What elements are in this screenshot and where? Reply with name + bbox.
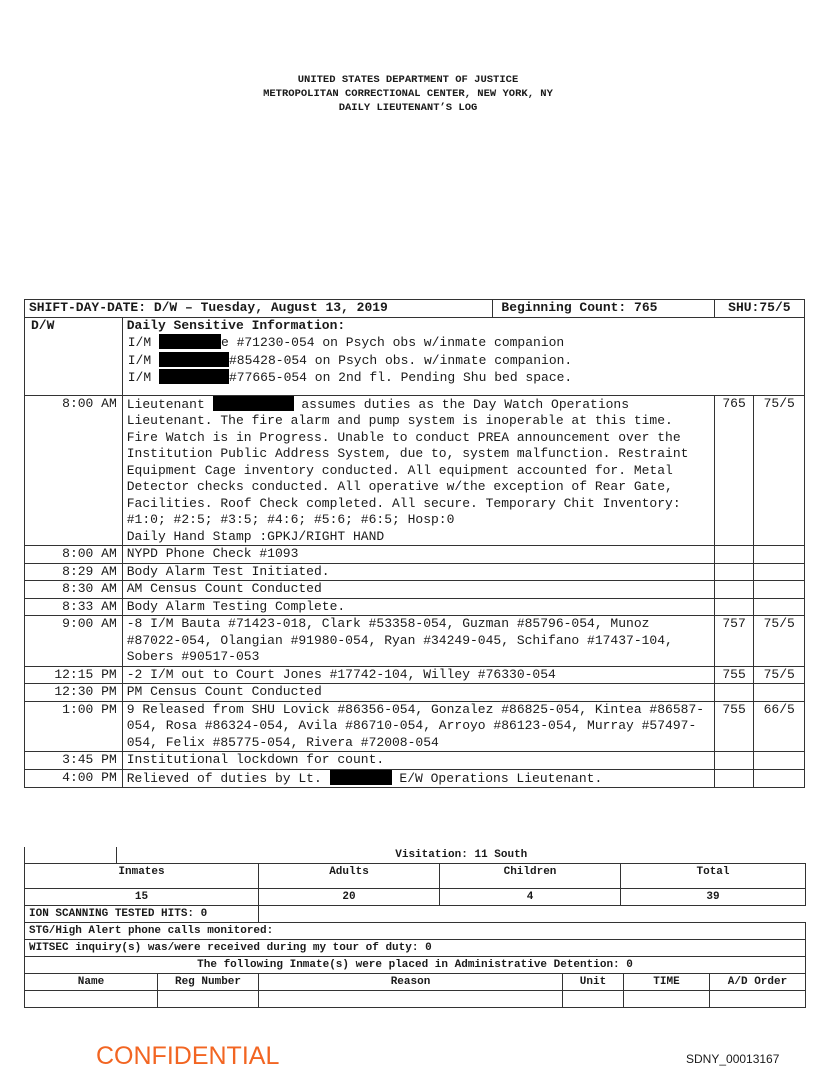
entry-count: 755 xyxy=(714,701,754,752)
beginning-count: Beginning Count: 765 xyxy=(493,300,714,318)
shift-day-date: SHIFT-DAY-DATE: D/W – Tuesday, August 13, 2019 xyxy=(25,300,493,318)
entry-shu xyxy=(754,752,805,770)
redaction xyxy=(159,334,221,349)
entry-text: -2 I/M out to Court Jones #17742-104, Willey #76330-054 xyxy=(122,666,714,684)
log-entry-row xyxy=(25,701,805,752)
entry-shu: 75/5 xyxy=(754,395,805,546)
sensitive-line: I/M e #71230-054 on Psych obs w/inmate companion xyxy=(127,335,565,350)
entry-count xyxy=(714,546,754,564)
entry-count: 765 xyxy=(714,395,754,546)
entry-count: 757 xyxy=(714,616,754,667)
sensitive-info-row xyxy=(25,317,805,395)
sensitive-line: I/M #85428-054 on Psych obs. w/inmate companion. xyxy=(127,352,573,368)
entry-time: 12:30 PM xyxy=(25,684,123,702)
shift-tag: D/W xyxy=(25,317,123,395)
entry-text: Body Alarm Test Initiated. xyxy=(122,563,714,581)
ad-header-reason: Reason xyxy=(259,974,563,991)
entry-text: -8 I/M Bauta #71423-018, Clark #53358-054, Guzman #85796-054, Munoz #87022-054, Olangian #91980-054, Ryan #34249-045, Schifano #17437-104, Sobers #90517-053 xyxy=(122,616,714,667)
ad-header-time: TIME xyxy=(624,974,710,991)
redaction xyxy=(213,396,294,411)
redaction xyxy=(159,369,229,384)
log-entry-row xyxy=(25,598,805,616)
entry-count xyxy=(714,752,754,770)
visitation-header-children: Children xyxy=(440,864,621,889)
entry-time: 8:29 AM xyxy=(25,563,123,581)
log-entry-row xyxy=(25,684,805,702)
ad-header-reg-number: Reg Number xyxy=(158,974,259,991)
visitation-title: Visitation: 11 South xyxy=(117,847,806,864)
admin-detention-table xyxy=(24,957,806,1008)
entry-count xyxy=(714,769,754,788)
entry-shu: 75/5 xyxy=(754,666,805,684)
admin-detention-title: The following Inmate(s) were placed in Administrative Detention: 0 xyxy=(25,957,806,974)
confidential-stamp: CONFIDENTIAL xyxy=(96,1042,280,1070)
entry-count xyxy=(714,598,754,616)
entry-count: 755 xyxy=(714,666,754,684)
entry-text: 9 Released from SHU Lovick #86356-054, Gonzalez #86825-054, Kintea #86587-054, Rosa #86324-054, Avila #86710-054, Arroyo #86123-054, Murray #57497-054, Felix #85775-054, Rivera #72008-054 xyxy=(122,701,714,752)
entry-time: 8:30 AM xyxy=(25,581,123,599)
shu-count: SHU:75/5 xyxy=(714,300,804,318)
entry-count xyxy=(714,563,754,581)
visitation-header-adults: Adults xyxy=(259,864,440,889)
admin-detention-empty-row xyxy=(25,991,806,1008)
entry-text: Lieutenant assumes duties as the Day Watch Operations Lieutenant. The fire alarm and pump system is inoperable at this time. Fire Watch is in Progress. Unable to conduct PREA announcement over the Institution Public Address System, due to, system malfunction. Restraint Equipment Cage inventory conducted. All equipment accounted for. Metal Detector checks conducted. All operative w/the exception of Rear Gate, Facilities. Roof Check completed. All secure. Temporary Chit Inventory: #1:0; #2:5; #3:5; #4:6; #5:6; #6:5; Hosp:0 Daily Hand Stamp :GPKJ/RIGHT HAND xyxy=(122,395,714,546)
entry-shu xyxy=(754,769,805,788)
entry-count xyxy=(714,581,754,599)
log-entry-row xyxy=(25,563,805,581)
stg-phone-calls: STG/High Alert phone calls monitored: xyxy=(25,923,806,940)
entry-time: 4:00 PM xyxy=(25,769,123,788)
entry-time: 3:45 PM xyxy=(25,752,123,770)
log-entry-row xyxy=(25,752,805,770)
entry-text: Institutional lockdown for count. xyxy=(122,752,714,770)
log-entry-row xyxy=(25,395,805,546)
entry-shu xyxy=(754,684,805,702)
log-entry-row xyxy=(25,769,805,788)
entry-shu xyxy=(754,581,805,599)
redaction xyxy=(159,352,229,367)
sensitive-info-title: Daily Sensitive Information: xyxy=(126,317,346,333)
shift-header-row xyxy=(25,300,805,318)
log-entry-row xyxy=(25,666,805,684)
ad-header-unit: Unit xyxy=(563,974,624,991)
header-line-facility: METROPOLITAN CORRECTIONAL CENTER, NEW YORK, NY xyxy=(263,88,553,100)
entry-text: NYPD Phone Check #1093 xyxy=(122,546,714,564)
entry-count xyxy=(714,684,754,702)
visitation-total-value: 39 xyxy=(621,889,806,906)
log-entry-row xyxy=(25,546,805,564)
redaction xyxy=(330,770,392,785)
entry-text: Relieved of duties by Lt. E/W Operations Lieutenant. xyxy=(122,769,714,788)
hand-stamp: Daily Hand Stamp :GPKJ/RIGHT HAND xyxy=(126,528,385,544)
entry-text: Body Alarm Testing Complete. xyxy=(122,598,714,616)
header-line-agency: UNITED STATES DEPARTMENT OF JUSTICE xyxy=(297,74,519,86)
entry-time: 9:00 AM xyxy=(25,616,123,667)
header-line-log-title: DAILY LIEUTENANT’S LOG xyxy=(338,102,478,114)
entry-shu: 75/5 xyxy=(754,616,805,667)
entry-shu xyxy=(754,598,805,616)
ad-header-name: Name xyxy=(25,974,158,991)
bates-number: SDNY_00013167 xyxy=(686,1052,780,1066)
sensitive-info-cell xyxy=(122,317,804,395)
witsec-inquiries: WITSEC inquiry(s) was/were received during my tour of duty: 0 xyxy=(25,940,806,957)
visitation-table xyxy=(24,847,806,957)
entry-time: 8:00 AM xyxy=(25,395,123,546)
entry-time: 8:00 AM xyxy=(25,546,123,564)
visitation-inmates-value: 15 xyxy=(25,889,259,906)
lieutenant-log-table xyxy=(24,299,805,788)
visitation-children-value: 4 xyxy=(440,889,621,906)
sensitive-line: I/M #77665-054 on 2nd fl. Pending Shu bed space. xyxy=(127,370,573,385)
log-entry-row xyxy=(25,616,805,667)
entry-shu xyxy=(754,546,805,564)
visitation-header-total: Total xyxy=(621,864,806,889)
entry-shu xyxy=(754,563,805,581)
document-header xyxy=(0,73,816,115)
entry-time: 1:00 PM xyxy=(25,701,123,752)
ad-header-ad-order: A/D Order xyxy=(710,974,806,991)
entry-time: 8:33 AM xyxy=(25,598,123,616)
summary-section xyxy=(24,847,805,1008)
visitation-header-inmates: Inmates xyxy=(25,864,259,889)
entry-text: PM Census Count Conducted xyxy=(122,684,714,702)
visitation-adults-value: 20 xyxy=(259,889,440,906)
entry-shu: 66/5 xyxy=(754,701,805,752)
ion-scanning-hits: ION SCANNING TESTED HITS: 0 xyxy=(25,906,259,923)
entry-text: AM Census Count Conducted xyxy=(122,581,714,599)
log-entry-row xyxy=(25,581,805,599)
entry-time: 12:15 PM xyxy=(25,666,123,684)
